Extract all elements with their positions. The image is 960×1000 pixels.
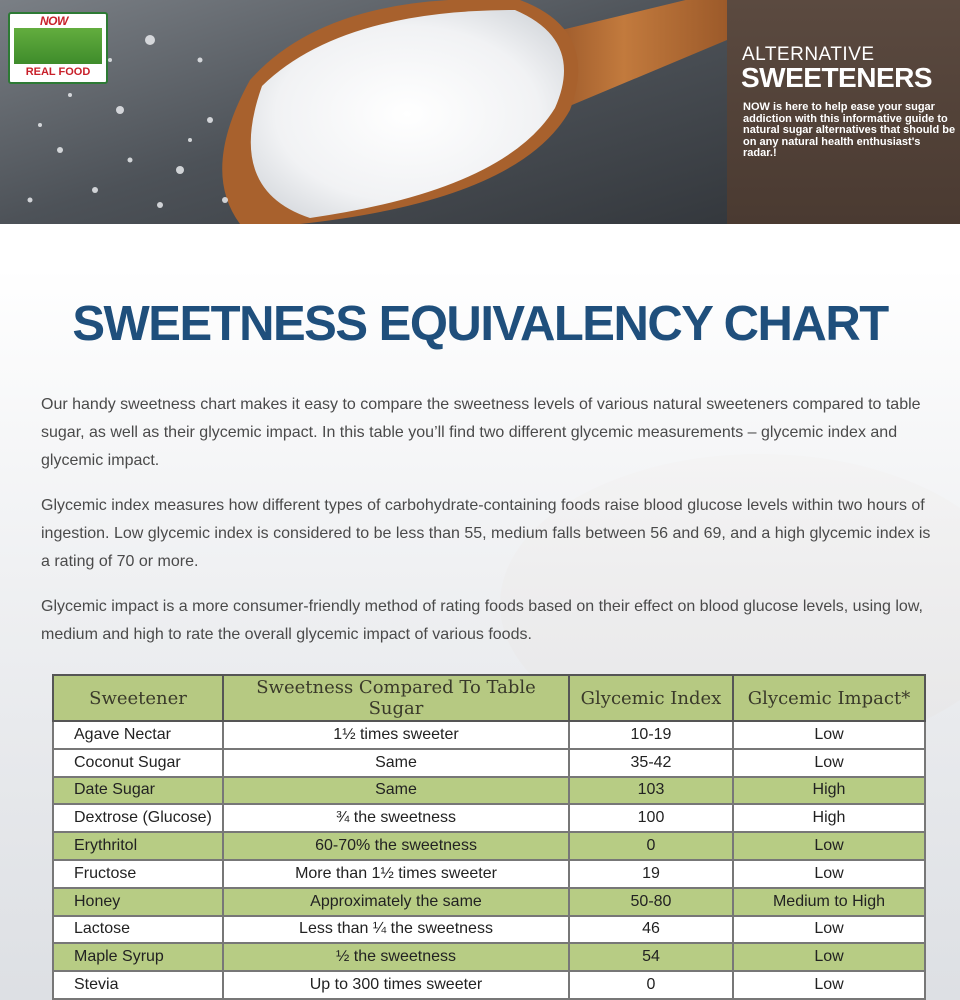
cell-sweetness: Less than ¼ the sweetness [223, 916, 569, 944]
cell-sweetness: Approximately the same [223, 888, 569, 916]
cell-sweetener: Erythritol [53, 832, 223, 860]
cell-sweetness: More than 1½ times sweeter [223, 860, 569, 888]
cell-sweetener: Dextrose (Glucose) [53, 804, 223, 832]
cell-glycemic-impact: High [733, 804, 925, 832]
cell-sweetener: Coconut Sugar [53, 749, 223, 777]
cell-glycemic-impact: Low [733, 721, 925, 749]
cell-glycemic-impact: Low [733, 860, 925, 888]
cell-glycemic-index: 35-42 [569, 749, 733, 777]
table-row [53, 777, 925, 805]
cell-glycemic-index: 10-19 [569, 721, 733, 749]
logo-subtitle: REAL FOOD [25, 66, 91, 78]
cell-sweetness: 60-70% the sweetness [223, 832, 569, 860]
banner-description: NOW is here to help ease your sugar addiction with this informative guide to natural sugar alternatives that should be on any natural health enthusiast's radar.! [743, 101, 956, 160]
cell-glycemic-impact: Low [733, 971, 925, 999]
header-sweetener: Sweetener [53, 675, 223, 721]
page-title: SWEETNESS EQUIVALENCY CHART [72, 297, 888, 351]
cell-glycemic-index: 100 [569, 804, 733, 832]
logo-field-graphic [14, 28, 102, 64]
cell-sweetener: Honey [53, 888, 223, 916]
cell-sweetness: ½ the sweetness [223, 943, 569, 971]
cell-sweetener: Agave Nectar [53, 721, 223, 749]
cell-glycemic-index: 46 [569, 916, 733, 944]
intro-paragraph: Our handy sweetness chart makes it easy to compare the sweetness levels of various natural sweeteners compared to table sugar, as well as their glycemic impact. In this table you’ll find two different glycemic measurements – glycemic index and glycemic impact. [41, 396, 921, 469]
cell-glycemic-impact: Low [733, 916, 925, 944]
cell-sweetness: ¾ the sweetness [223, 804, 569, 832]
table-header-row [53, 675, 925, 721]
cell-glycemic-index: 103 [569, 777, 733, 805]
banner-heading-line1: ALTERNATIVE [742, 44, 875, 65]
table-row [53, 832, 925, 860]
cell-glycemic-index: 54 [569, 943, 733, 971]
table-row [53, 860, 925, 888]
table-row [53, 916, 925, 944]
cell-sweetness: Up to 300 times sweeter [223, 971, 569, 999]
cell-sweetener: Maple Syrup [53, 943, 223, 971]
header-glycemic-impact: Glycemic Impact* [733, 675, 925, 721]
header-sweetness: Sweetness Compared To Table Sugar [223, 675, 569, 721]
banner-heading-line2: SWEETENERS [741, 62, 933, 93]
table-row [53, 804, 925, 832]
table-row [53, 888, 925, 916]
table-row [53, 721, 925, 749]
logo-brand-text: NOW [40, 14, 68, 28]
cell-sweetener: Fructose [53, 860, 223, 888]
cell-glycemic-index: 0 [569, 832, 733, 860]
sugar-scoop-photo [0, 0, 727, 224]
cell-glycemic-impact: Low [733, 943, 925, 971]
cell-glycemic-impact: Low [733, 749, 925, 777]
cell-glycemic-impact: Medium to High [733, 888, 925, 916]
glycemic-impact-paragraph: Glycemic impact is a more consumer-friendly method of rating foods based on their effect on blood glucose levels, using low, medium and high to rate the overall glycemic impact of various foods. [41, 598, 923, 643]
cell-sweetener: Stevia [53, 971, 223, 999]
cell-glycemic-index: 19 [569, 860, 733, 888]
cell-sweetness: 1½ times sweeter [223, 721, 569, 749]
now-real-food-logo [8, 12, 108, 84]
glycemic-index-paragraph: Glycemic index measures how different types of carbohydrate-containing foods raise blood glucose levels within two hours of ingestion. Low glycemic index is considered to be less than 55, medium falls between 56 and 69, and a high glycemic index is a rating of 70 or more. [41, 497, 931, 570]
table-row [53, 749, 925, 777]
cell-sweetness: Same [223, 749, 569, 777]
cell-glycemic-index: 50-80 [569, 888, 733, 916]
sweetness-table [52, 674, 926, 1000]
cell-glycemic-index: 0 [569, 971, 733, 999]
table-row [53, 943, 925, 971]
cell-glycemic-impact: Low [733, 832, 925, 860]
cell-sweetener: Lactose [53, 916, 223, 944]
content-section [0, 274, 960, 1000]
cell-sweetener: Date Sugar [53, 777, 223, 805]
table-row [53, 971, 925, 999]
cell-sweetness: Same [223, 777, 569, 805]
hero-banner [0, 0, 960, 224]
cell-glycemic-impact: High [733, 777, 925, 805]
header-glycemic-index: Glycemic Index [569, 675, 733, 721]
